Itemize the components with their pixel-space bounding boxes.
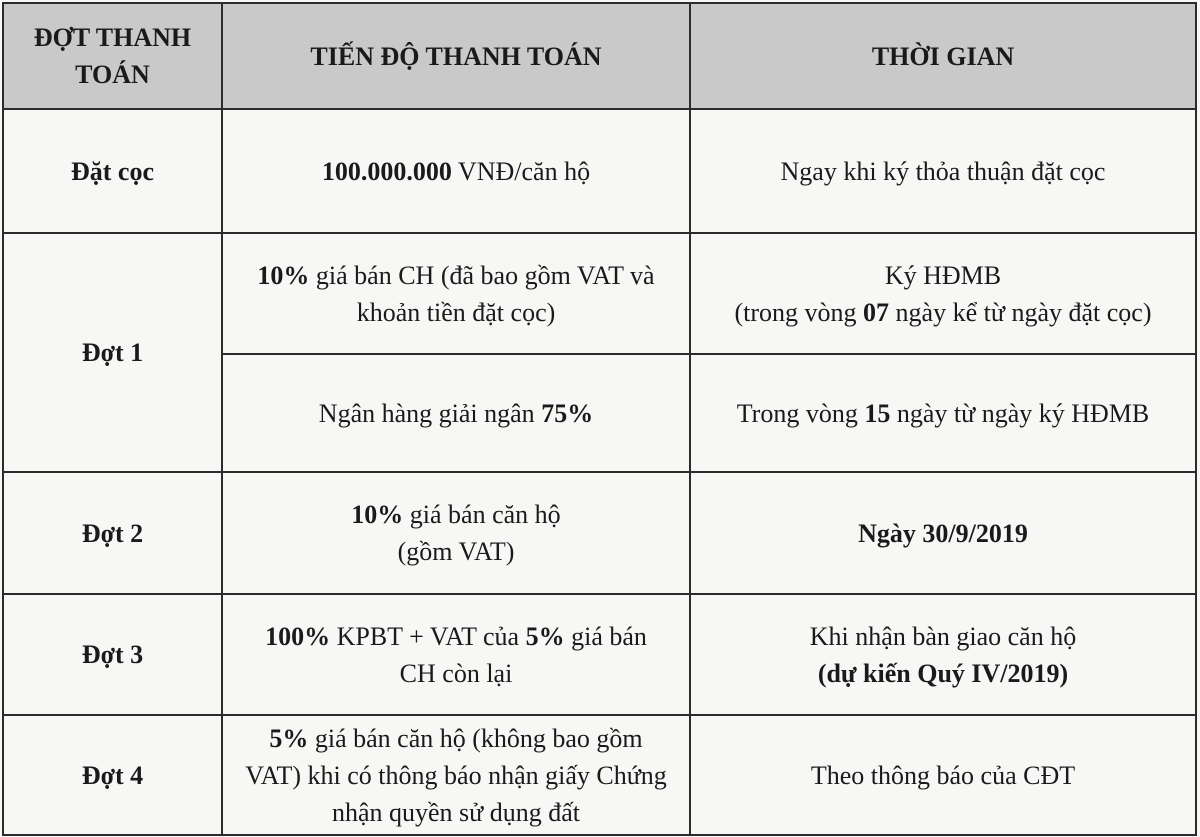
time-text: ngày từ ngày ký HĐMB xyxy=(890,398,1150,428)
progress-text: KPBT + VAT của xyxy=(330,621,526,651)
percent-value: 75% xyxy=(541,398,594,428)
progress-text: giá bán căn hộ (không bao gồm VAT) khi có thông báo nhận giấy Chứng nhận quyền sử dụng đất xyxy=(245,723,667,827)
time-text: ngày kể từ ngày đặt cọc) xyxy=(889,297,1152,327)
progress-cell xyxy=(222,233,690,354)
table-row-phase4 xyxy=(3,715,1196,835)
progress-text: giá bán căn hộ xyxy=(403,500,561,529)
time-cell: Theo thông báo của CĐT xyxy=(690,715,1196,835)
table-row-phase1-a xyxy=(3,233,1196,354)
progress-text: giá bán CH còn lại xyxy=(399,621,647,688)
progress-cell xyxy=(222,715,690,835)
time-cell xyxy=(690,594,1196,715)
time-cell: Ngay khi ký thỏa thuận đặt cọc xyxy=(690,109,1196,233)
percent-value: 5% xyxy=(525,621,565,651)
time-line: Khi nhận bàn giao căn hộ xyxy=(809,621,1077,651)
phase-cell: Đặt cọc xyxy=(3,109,222,233)
percent-value: 100% xyxy=(265,621,331,651)
percent-value: 5% xyxy=(269,723,309,753)
table-row-phase2 xyxy=(3,472,1196,594)
amount-value: 100.000.000 xyxy=(321,156,452,186)
percent-value: 10% xyxy=(257,260,310,290)
progress-cell xyxy=(222,472,690,594)
time-line xyxy=(705,294,1181,331)
progress-text: Ngân hàng giải ngân xyxy=(318,398,542,428)
time-cell: Ngày 30/9/2019 xyxy=(690,472,1196,594)
days-value: 07 xyxy=(863,297,890,327)
phase-cell: Đợt 4 xyxy=(3,715,222,835)
header-progress: TIẾN ĐỘ THANH TOÁN xyxy=(222,3,690,109)
progress-cell xyxy=(222,594,690,715)
payment-schedule-table xyxy=(2,2,1197,836)
progress-line xyxy=(237,496,675,533)
time-cell xyxy=(690,354,1196,472)
header-phase: ĐỢT THANH TOÁN xyxy=(3,3,222,109)
time-line: (dự kiến Quý IV/2019) xyxy=(817,658,1069,688)
progress-text: giá bán CH (đã bao gồm VAT và khoản tiền đặt cọc) xyxy=(309,260,655,327)
progress-cell xyxy=(222,109,690,233)
progress-line: (gồm VAT) xyxy=(397,537,515,566)
header-row xyxy=(3,3,1196,109)
table-row-phase3 xyxy=(3,594,1196,715)
table-row-deposit xyxy=(3,109,1196,233)
days-value: 15 xyxy=(864,398,891,428)
time-cell xyxy=(690,233,1196,354)
header-time: THỜI GIAN xyxy=(690,3,1196,109)
amount-unit: VNĐ/căn hộ xyxy=(451,156,591,186)
time-text: (trong vòng xyxy=(734,297,864,327)
time-text: Trong vòng xyxy=(736,398,865,428)
time-line: Ký HĐMB xyxy=(884,260,1002,290)
progress-cell xyxy=(222,354,690,472)
phase-cell: Đợt 1 xyxy=(3,233,222,472)
percent-value: 10% xyxy=(351,500,404,529)
phase-cell: Đợt 3 xyxy=(3,594,222,715)
phase-cell: Đợt 2 xyxy=(3,472,222,594)
